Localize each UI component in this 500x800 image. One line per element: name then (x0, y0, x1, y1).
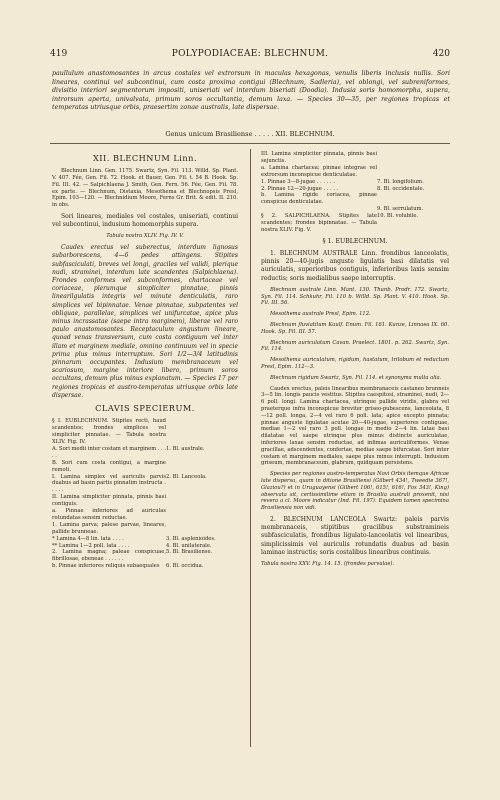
species-1-synonym: Blechnum auriculatum Cavan. Praelect. 1801. p. 262. Swartz, Syn. Fil. 114. (261, 339, 449, 353)
running-title: POLYPODIACEAE: BLECHNUM. (171, 49, 329, 59)
key-row: 1. Pinnae 3—8-jugae . . . . . . 7. Bl. longifolium. (261, 178, 424, 185)
key-row: a. Lamina chartacea; pinnae integrae vel extrorsum inconspicue denticulatae. (261, 164, 377, 178)
sori-paragraph: Sori lineares, mediales vel costales, uniseriati, continui vel subcontinui, indusium homomorphis supera. (52, 212, 238, 229)
section-heading: § 1. EUBLECHNUM. (322, 237, 388, 245)
column-divider (250, 149, 251, 747)
key-row: B. Sori cum costa contigui, a margine remoti. (52, 459, 166, 473)
key-row: I. Lamina simplex vel auriculis parvis duabus ad basin partis pinnatim instructa . . . . . 2. Bl. Lanceola. (52, 473, 207, 494)
key-row: § I. EUBLECHNUM. Stipites recti, haud scandentes; frondes simplices vel simpliciter pinnatae. — Tabula nostra XLIV. Fig. IV. (52, 418, 166, 445)
species-1-synonym: Blechnum rigidum Swartz, Syn. Fil. 114. et synonyma multa alia. (270, 374, 442, 381)
horizontal-rule (50, 143, 450, 144)
page-number: 419 (50, 49, 68, 59)
species-1-synonym: Blechnum fluviatilum Kaulf. Enum. Fil. 161. Kunze, Linnaea IX. 60. Hook. Sp. Fil. III. 57. (261, 322, 449, 335)
key-row: b. Lamina rigide coriacea, pinnae conspicue denticulatae. (261, 192, 377, 206)
species-1-synonym: Blechnum australe Linn. Mant. 130. Thunb. Prodr. 172. Swartz, Syn. Fil. 114. Schkuhr, Fil. 110 b. Willd. Sp. Plant. V. 410. Hook. Sp. Fil. III. 56. (261, 286, 449, 307)
left-column (52, 151, 238, 570)
intro-paragraph: paullulum anastomosantes in arcus costales vel extrorsum in maculas hexagonas, venulis liberis inclusis nullis. Sori lineares, continui vel subcontinui, cum costa proxima contigui (Blechnum, Sadleria), vel oblongi, vel subreniformes, divisitio interiori segmentorum impositi, uniseriati vel interdum biseriati (Doodia). Indusia soris homomorpha, supera, introrsum aperta, univalvata, primum soros occultantia, demum laxa. — Species 30—35, per regiones tropicas et temperatas utriusque orbis, praesertim zonae australis, late dispersae. (52, 70, 450, 112)
page-number-right: 420 (432, 49, 450, 59)
key-row: 9. Bl. serrulatum. (377, 206, 424, 213)
species-1-synonym: Mesothema australe Presl, Epim. 112. (270, 311, 371, 318)
key-row: II. Lamina simpliciter pinnata, pinnis basi contiguis. (52, 494, 166, 508)
genus-description: Caudex erectus vel suberectus, interdum lignosus subarborescens, 4—6 pedes attingens. Stipites subfasciculati, breves vel longi, graciles vel validi, plerique nudi, straminei, interdum late scandentes (Salpichlaena). Frondes conformes vel subconformes, chartaceae vel coriaceae, plerumque simpliciter pinnatae, pinnis linearilgulatis integris vel minute denticulatis, raro simplices vel bipinnatae. Venae pinnatae, subpatentes vel obliquae, parallelae, simplices vel unifurcatae, apice plus minus incrassatae (saepe intra marginem), liberae vel raro paulo anastomosantes. Receptaculum angustum lineare, quoad venas transversum, cum costa contiguum vel inter illam et marginem mediale, omnino continuum vel in specie prima plus minus interruptum. Sori 1/2—3/4 latitudinis pinnarum occupantes. Indusium membranaceum vel scariosum, margine interiore libero, primum soros occultans, demum plus minus explanatum. — Species 17 per regiones tropicas et austro-temperatas utriusque orbis late dispersae. (52, 244, 238, 399)
species-1-distribution: Species per regiones austro-temperatas Novi Orbis itemque Africae late dispersa, quam in ditione Brasiliensi (Gilbert 434!, Tweedie 367!, Glaziou?) et in Uruguayensi (Gilbert 106!, 615!, 616!, Fox 343!, King) observata sit, certissimilime etiam in Brasilia australi proxenit, nisi revera a cl. Moore indicatur (Ind. Fil. 197). Equidem tamen specimina Brasiliensia non vidi. (261, 471, 449, 512)
genus-heading: XII. BLECHNUM Linn. (92, 153, 198, 163)
key-row: A. Sori medii inter costam et marginem . . . . . 1. Bl. australe. (52, 445, 205, 459)
species-2-tabula: Tabula nostra XXV. Fig. 14. 15. (frondes parvulae). (261, 561, 395, 568)
key-row: 1. Lamina parva; palese parvae, lineares, pallide brunneae. (52, 521, 166, 535)
key-row: ** Lamina 1—2 poll. lata . . . . 4. Bl. unilaterale. (52, 542, 212, 549)
key-row: a. Pinnae inferiores ad auriculas rotundatas sensim reductae. (52, 508, 166, 521)
key-row: III. Lamina simpliciter pinnata, pinnis basi sejunctis. (261, 151, 377, 164)
key-row: 2. Pinnae 12—20-jugae . . . . . 8. Bl. occidentale. (261, 185, 425, 192)
key-row: § 2. SALPICHLAENA. Stipites late scandentes; frondes bipinnatae. — Tabula nostra XLIV. Fig. V. 10. Bl. volubile. (261, 213, 419, 233)
species-1-description: Caudex erectus, paleis linearibus membranaceis castaneo brunneis 3—5 lin. longis paucis vestitus. Stipites caespitosi, straminei, nudi, 2—6 poll. longi. Lamina chartacea, utrinque pallide viridis, glabra vel praeterque infra inconspicue breviter griseo-pubescens, lanceolata, 8—12 poll. longa, 2—4 vel raro 6 poll. lata; apice excepto pinnata; pinnae anguste ligulatae acutae 20—40-jugae, superiores contiguae, mediae 1—2 vel raro 3 poll. longae in medio 2—4 lin. latae basi dilatatae vel saepe utrinque plus minus distincte auriculatae, inferiores laxae sensim reductae, ad infimas auriculiformes. Venae gracillae, adscendentes, confertae, mediae saepe bifurcatae. Sori inter costam et marginem mediales, saepe plus minus interrupti. Indusium griseum, membranaceum, glabrum, quidquam persistens. (261, 385, 449, 467)
synonymy-paragraph: Blechnum Linn. Gen. 1175. Swartz, Syn. Fil. 113. Willd. Sp. Plant. V. 407. Fée, Gen. Fil. 72. Hook. et Bauer, Gen. Fil. t. 54 B. Hook. Sp. Fil. III. 42. — Salpichlaena J. Smith, Gen. Fern. 56. Fée, Gen. Fil. 78. ex parte. — Blechnum, Distaxia, Mesothema et Blechnopsis Presl, Epim. 103—120. — Blechnidium Moore, Ferns Gr. Brit. & edit. II. 210. in obs. (52, 168, 238, 209)
species-key-continued (261, 151, 449, 234)
tabula-reference: Tabula nostra XLIV. Fig. IV. V. (106, 233, 184, 240)
key-row: b. Pinnae inferiores reliquis subaequales 6. Bl. occidua. (52, 563, 204, 570)
right-column (261, 151, 449, 572)
running-header (50, 49, 450, 63)
species-key (52, 418, 238, 570)
genus-line: Genus unicum Brasiliense . . . . . XII. BLECHNUM. (165, 130, 335, 138)
key-row: * Lamina 4—8 lin. lata . . . . 3. Bl. asplenioides. (52, 535, 216, 542)
species-2-title: 2. BLECHNUM LANCEOLA Swartz: paleis parvis membranaceis, stipitibus gracilibus substramineis subfasciculatis, frondibus ligulato-lanceolatis vel linearibus, simplicissimis vel auriculis rotundatis duabus ad basin laminae instructis; soris costalibus linearibus continuis. (261, 516, 449, 556)
key-row: 2. Lamina magna; paleae conspicuae, fibrillosae, ebeneae . . . . . . 5. Bl. Brasiliense. (52, 549, 213, 563)
species-1-synonym: Mesothema auriculatum, rigidum, hastatum, trilobum et reductum Presl, Epim. 112—3. (261, 357, 449, 371)
species-1-title: 1. BLECHNUM AUSTRALE Linn. frondibus lanceolatis, pinnis 20—40-jugis anguste ligulatis basi dilatatis vel auriculatis, superioribus contiguis, inferioribus laxis sensim reductis; soris medialibus saepe interruptis. (261, 250, 449, 282)
clavis-heading: CLAVIS SPECIERUM. (95, 403, 195, 414)
